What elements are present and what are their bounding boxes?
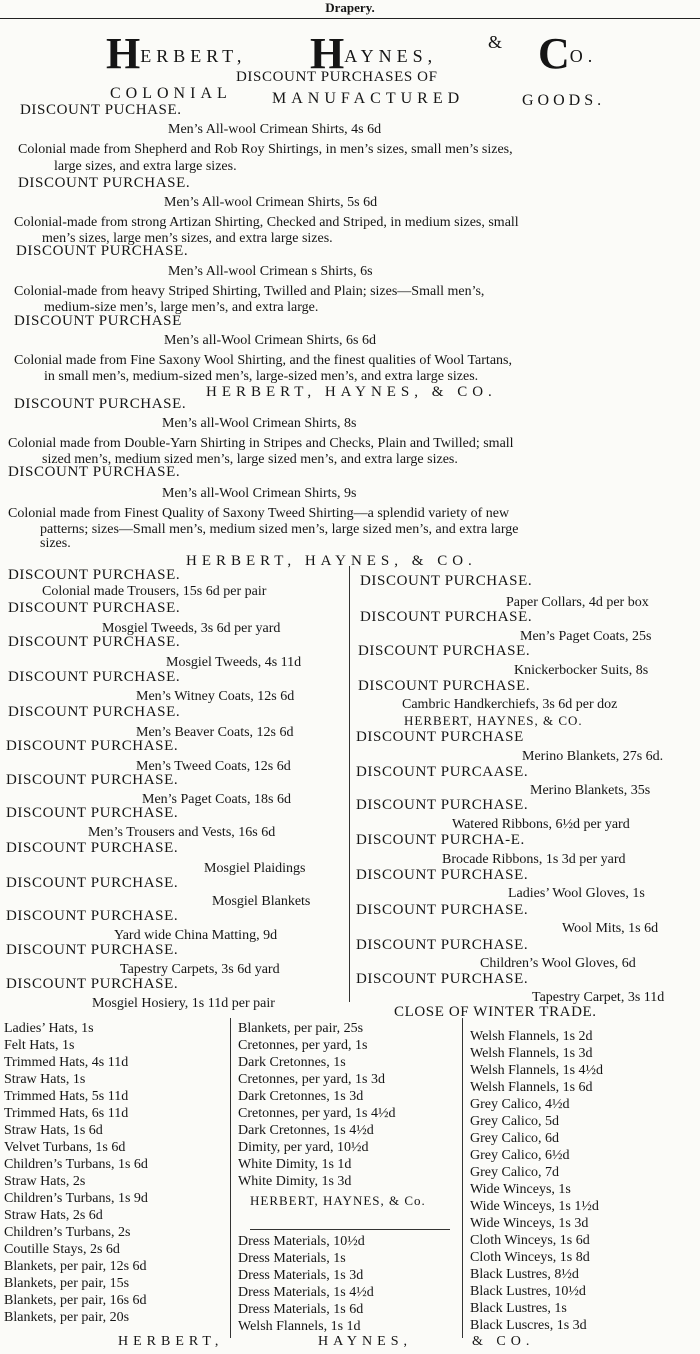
advert-line: Grey Calico, 4½d <box>470 1097 570 1112</box>
discount-purchase-heading: DISCOUNT PUCHASE. <box>20 102 182 118</box>
discount-purchase-heading: DISCOUNT PURCHASE. <box>16 243 189 259</box>
footer-herbert: HERBERT, <box>118 1334 224 1349</box>
discount-purchase-heading: DISCOUNT PURCHASE <box>356 729 524 745</box>
advert-line: Dimity, per yard, 10½d <box>238 1140 369 1155</box>
advert-line: Black Lustres, 8½d <box>470 1267 579 1282</box>
advert-line: Wool Mits, 1s 6d <box>562 921 659 936</box>
column-divider <box>349 566 350 1002</box>
advert-line: Ladies’ Wool Gloves, 1s <box>508 886 645 901</box>
subheading-discount-purchases: DISCOUNT PURCHASES OF <box>236 69 438 85</box>
advert-line: Yard wide China Matting, 9d <box>114 928 278 943</box>
footer-co: & CO. <box>472 1334 535 1349</box>
advert-line: large sizes, and extra large sizes. <box>54 159 237 174</box>
advert-line: Grey Calico, 5d <box>470 1114 560 1129</box>
discount-purchase-heading: DISCOUNT PURCHASE. <box>8 669 181 685</box>
advert-line: Cloth Winceys, 1s 6d <box>470 1233 590 1248</box>
advert-line: Grey Calico, 7d <box>470 1165 560 1180</box>
banner-word-co: CO. <box>538 29 598 78</box>
footer-haynes: HAYNES, <box>318 1334 412 1349</box>
column-rule <box>250 1229 450 1230</box>
advert-line: Dark Cretonnes, 1s <box>238 1055 346 1070</box>
discount-purchase-heading: DISCOUNT PURCHASE. <box>8 464 181 480</box>
advert-line: Colonial made Trousers, 15s 6d per pair <box>42 584 267 599</box>
discount-purchase-heading: DISCOUNT PURCHASE. <box>8 600 181 616</box>
discount-purchase-heading: DISCOUNT PURCHASE. <box>8 704 181 720</box>
column-divider <box>230 1018 231 1338</box>
advert-line: Blankets, per pair, 12s 6d <box>4 1259 147 1274</box>
advert-line: Watered Ribbons, 6½d per yard <box>452 817 630 832</box>
advert-line: Welsh Flannels, 1s 2d <box>470 1029 593 1044</box>
advert-line: Children’s Wool Gloves, 6d <box>480 956 636 971</box>
advert-line: Wide Winceys, 1s 1½d <box>470 1199 599 1214</box>
advert-line: Cretonnes, per yard, 1s <box>238 1038 368 1053</box>
advert-line: sized men’s, medium sized men’s, large sized men’s, and extra large sizes. <box>42 452 458 467</box>
advert-line: Dress Materials, 1s 3d <box>238 1268 364 1283</box>
advert-line: Colonial made from Shepherd and Rob Roy Shirtings, in men’s sizes, small men’s sizes, <box>18 142 513 157</box>
section-heading: Drapery. <box>325 0 375 15</box>
advert-line: Merino Blankets, 27s 6d. <box>522 749 664 764</box>
advert-line: Cretonnes, per yard, 1s 4½d <box>238 1106 396 1121</box>
advert-line: Cloth Winceys, 1s 8d <box>470 1250 590 1265</box>
advert-line: Dark Cretonnes, 1s 3d <box>238 1089 364 1104</box>
advert-line: Children’s Turbans, 1s 9d <box>4 1191 148 1206</box>
advert-line: Men’s all-Wool Crimean Shirts, 6s 6d <box>164 333 376 348</box>
advert-line: Welsh Flannels, 1s 6d <box>470 1080 593 1095</box>
advert-line: Colonial made from Fine Saxony Wool Shirting, and the finest qualities of Wool Tartans, <box>14 353 512 368</box>
advert-line: Paper Collars, 4d per box <box>506 595 649 610</box>
discount-purchase-heading: DISCOUNT PURCHASE. <box>356 902 529 918</box>
advert-line: Trimmed Hats, 6s 11d <box>4 1106 129 1121</box>
subheading-manufactured: MANUFACTURED <box>272 90 465 107</box>
advert-line: Mosgiel Hosiery, 1s 11d per pair <box>92 996 275 1011</box>
column-divider <box>462 1018 463 1338</box>
advert-line: Mosgiel Tweeds, 3s 6d per yard <box>102 621 281 636</box>
advert-line: Men’s All-wool Crimean Shirts, 4s 6d <box>168 122 382 137</box>
advert-line: patterns; sizes—Small men’s, medium sized men’s, large sized men’s, and extra large <box>40 522 519 537</box>
advert-line: Coutille Stays, 2s 6d <box>4 1242 120 1257</box>
footer-firm-name <box>0 1334 700 1354</box>
advert-line: Grey Calico, 6d <box>470 1131 560 1146</box>
advert-line: Blankets, per pair, 20s <box>4 1310 130 1325</box>
discount-purchase-heading: DISCOUNT PURCHASE. <box>6 976 179 992</box>
discount-purchase-heading: DISCOUNT PURCHASE. <box>8 634 181 650</box>
advert-line: Straw Hats, 1s 6d <box>4 1123 103 1138</box>
advert-line: Cretonnes, per yard, 1s 3d <box>238 1072 385 1087</box>
advert-line: Colonial made from Finest Quality of Saxony Tweed Shirting—a splendid variety of new <box>8 506 510 521</box>
advert-line: Tapestry Carpet, 3s 11d <box>532 990 665 1005</box>
advert-line: Trimmed Hats, 4s 11d <box>4 1055 129 1070</box>
discount-purchase-heading: DISCOUNT PURCHASE. <box>356 867 529 883</box>
discount-purchase-heading: DISCOUNT PURCHASE. <box>360 609 533 625</box>
advert-line: Straw Hats, 1s <box>4 1072 86 1087</box>
advert-line: Dark Cretonnes, 1s 4½d <box>238 1123 374 1138</box>
firm-name-line: HERBERT, HAYNES, & CO. <box>186 553 477 569</box>
advert-line: Welsh Flannels, 1s 4½d <box>470 1063 604 1078</box>
advert-line: Welsh Flannels, 1s 3d <box>470 1046 593 1061</box>
advert-line: medium-size men’s, large men’s, and extra large. <box>44 300 319 315</box>
advert-line: Blankets, per pair, 16s 6d <box>4 1293 147 1308</box>
discount-purchase-heading: DISCOUNT PURCAASE. <box>356 764 529 780</box>
advert-line: Mosgiel Blankets <box>212 894 311 909</box>
advert-line: Ladies’ Hats, 1s <box>4 1021 94 1036</box>
advert-line: Black Lustres, 1s <box>470 1301 567 1316</box>
banner-word-herbert: HERBERT, <box>106 29 247 78</box>
firm-name-line: HERBERT, HAYNES, & Co. <box>250 1193 426 1208</box>
advert-line: Welsh Flannels, 1s 1d <box>238 1319 361 1334</box>
discount-purchase-heading: DISCOUNT PURCHASE. <box>6 772 179 788</box>
advert-line: Men’s Witney Coats, 12s 6d <box>136 689 295 704</box>
advert-line: Colonial-made from heavy Striped Shirting, Twilled and Plain; sizes—Small men’s, <box>14 284 485 299</box>
advert-line: Knickerbocker Suits, 8s <box>514 663 649 678</box>
advert-line: Men’s Trousers and Vests, 16s 6d <box>88 825 276 840</box>
advert-line: Cambric Handkerchiefs, 3s 6d per doz <box>402 697 618 712</box>
advert-line: sizes. <box>40 536 71 551</box>
advert-line: Men’s Paget Coats, 18s 6d <box>142 792 291 807</box>
advert-line: Blankets, per pair, 25s <box>238 1021 364 1036</box>
discount-purchase-heading: DISCOUNT PURCHASE. <box>6 738 179 754</box>
discount-purchase-heading: DISCOUNT PURCHASE. <box>356 937 529 953</box>
advert-line: Merino Blankets, 35s <box>530 783 651 798</box>
advert-line: Grey Calico, 6½d <box>470 1148 570 1163</box>
advert-line: Dress Materials, 1s 6d <box>238 1302 364 1317</box>
discount-purchase-heading: DISCOUNT PURCHASE. <box>14 396 187 412</box>
advert-line: Felt Hats, 1s <box>4 1038 75 1053</box>
discount-purchase-heading: DISCOUNT PURCHASE. <box>358 643 531 659</box>
discount-purchase-heading: DISCOUNT PURCHASE. <box>18 175 191 191</box>
advert-line: Black Luscres, 1s 3d <box>470 1318 587 1333</box>
section-header <box>0 0 700 19</box>
subheading-colonial: COLONIAL <box>110 85 232 102</box>
advert-line: Men’s Paget Coats, 25s <box>520 629 652 644</box>
advert-line: Velvet Turbans, 1s 6d <box>4 1140 126 1155</box>
advert-line: Dress Materials, 1s 4½d <box>238 1285 374 1300</box>
advert-line: Colonial-made from strong Artizan Shirting, Checked and Striped, in medium sizes, small <box>14 215 519 230</box>
advert-line: Mosgiel Tweeds, 4s 11d <box>166 655 302 670</box>
discount-purchase-heading: DISCOUNT PURCHASE. <box>6 908 179 924</box>
advert-line: Trimmed Hats, 5s 11d <box>4 1089 129 1104</box>
discount-purchase-heading: DISCOUNT PURCHASE. <box>360 573 533 589</box>
discount-purchase-heading: DISCOUNT PURCHASE. <box>356 971 529 987</box>
discount-purchase-heading: DISCOUNT PURCHA-E. <box>356 832 525 848</box>
discount-purchase-heading: DISCOUNT PURCHASE. <box>6 875 179 891</box>
advert-line: Tapestry Carpets, 3s 6d yard <box>120 962 280 977</box>
advert-line: Dress Materials, 1s <box>238 1251 346 1266</box>
advert-line: White Dimity, 1s 1d <box>238 1157 352 1172</box>
advert-line: White Dimity, 1s 3d <box>238 1174 352 1189</box>
advert-line: in small men’s, medium-sized men’s, large-sized men’s, and extra large sizes. <box>44 369 479 384</box>
advert-line: Blankets, per pair, 15s <box>4 1276 130 1291</box>
advert-line: men’s sizes, large men’s sizes, and extra large sizes. <box>42 231 333 246</box>
banner-word-haynes: HAYNES, <box>310 29 438 78</box>
advert-line: Straw Hats, 2s 6d <box>4 1208 103 1223</box>
discount-purchase-heading: DISCOUNT PURCHASE <box>14 313 182 329</box>
advert-line: Men’s All-wool Crimean Shirts, 5s 6d <box>164 195 378 210</box>
advert-line: Mosgiel Plaidings <box>204 861 306 876</box>
firm-name-line: HERBERT, HAYNES, & CO. <box>206 384 497 400</box>
advert-line: HERBERT, HAYNES, & CO. <box>404 713 583 728</box>
discount-purchase-heading: DISCOUNT PURCHASE. <box>6 840 179 856</box>
advert-line: Men’s Beaver Coats, 12s 6d <box>136 725 294 740</box>
advert-line: Black Lustres, 10½d <box>470 1284 586 1299</box>
advert-line: Colonial made from Double-Yarn Shirting in Stripes and Checks, Plain and Twilled; small <box>8 436 514 451</box>
advert-line: Dress Materials, 10½d <box>238 1234 365 1249</box>
discount-purchase-heading: DISCOUNT PURCHASE. <box>6 942 179 958</box>
advert-line: Men’s all-Wool Crimean Shirts, 9s <box>162 486 357 501</box>
advert-line: Wide Winceys, 1s <box>470 1182 571 1197</box>
discount-purchase-heading: CLOSE OF WINTER TRADE. <box>394 1004 597 1020</box>
advert-line: Children’s Turbans, 2s <box>4 1225 131 1240</box>
banner-ampersand: & <box>488 32 508 52</box>
discount-purchase-heading: DISCOUNT PURCHASE. <box>6 805 179 821</box>
advert-line: Men’s Tweed Coats, 12s 6d <box>136 759 291 774</box>
discount-purchase-heading: DISCOUNT PURCHASE. <box>8 567 181 583</box>
discount-purchase-heading: DISCOUNT PURCHASE. <box>358 678 531 694</box>
advert-line: Children’s Turbans, 1s 6d <box>4 1157 148 1172</box>
advert-line: Wide Winceys, 1s 3d <box>470 1216 589 1231</box>
advert-line: Straw Hats, 2s <box>4 1174 86 1189</box>
advert-line: Men’s All-wool Crimean s Shirts, 6s <box>168 264 373 279</box>
advert-line: Brocade Ribbons, 1s 3d per yard <box>442 852 626 867</box>
subheading-goods: GOODS. <box>522 92 606 109</box>
discount-purchase-heading: DISCOUNT PURCHASE. <box>356 797 529 813</box>
advert-line: Men’s all-Wool Crimean Shirts, 8s <box>162 416 357 431</box>
